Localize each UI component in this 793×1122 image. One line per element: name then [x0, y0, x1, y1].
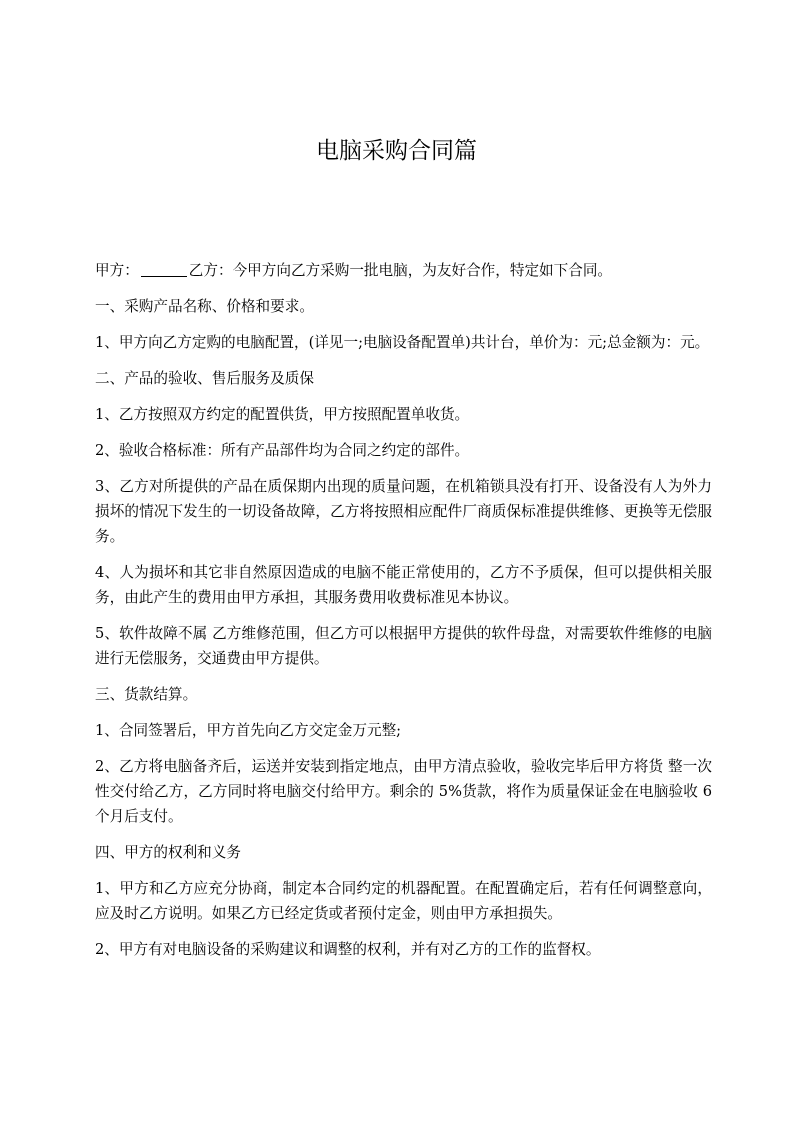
paragraph: 1、乙方按照双方约定的配置供货，甲方按照配置单收货。 [95, 406, 470, 423]
paragraph: 2、乙方将电脑备齐后，运送并安装到指定地点，由甲方清点验收，验收完毕后甲方将货 整一次性交付给乙方，乙方同时将电脑交付给甲方。剩余的 5%货款，将作为质量保证金在电脑验收 6 个月后支付。 [95, 758, 712, 825]
section-heading-3: 三、货款结算。 [95, 686, 198, 703]
party-a-label: 甲方： [95, 262, 139, 279]
paragraph-parties [95, 258, 712, 283]
party-a-blank-line [141, 262, 187, 277]
section-heading-1: 一、采购产品名称、价格和要求。 [95, 298, 314, 315]
paragraph: 2、甲方有对电脑设备的采购建议和调整的权利，并有对乙方的工作的监督权。 [95, 941, 601, 958]
paragraph: 4、人为损坏和其它非自然原因造成的电脑不能正常使用的，乙方不予质保，但可以提供相关服务，由此产生的费用由甲方承担，其服务费用收费标准见本协议。 [95, 564, 712, 606]
intro-text: 乙方：今甲方向乙方采购一批电脑，为友好合作，特定如下合同。 [188, 262, 613, 279]
paragraph: 1、合同签署后，甲方首先向乙方交定金万元整; [95, 722, 402, 739]
section-heading-4: 四、甲方的权利和义务 [95, 844, 241, 861]
document-body [95, 258, 712, 973]
paragraph: 1、甲方向乙方定购的电脑配置，(详见一;电脑设备配置单)共计台，单价为：元;总金额为：元。 [95, 334, 710, 351]
document-title: 电脑采购合同篇 [316, 138, 477, 164]
paragraph: 3、乙方对所提供的产品在质保期内出现的质量问题，在机箱锁具没有打开、设备没有人为外力损坏的情况下发生的一切设备故障，乙方将按照相应配件厂商质保标准提供维修、更换等无偿服务。 [95, 478, 712, 545]
paragraph: 1、甲方和乙方应充分协商，制定本合同约定的机器配置。在配置确定后，若有任何调整意向，应及时乙方说明。如果乙方已经定货或者预付定金，则由甲方承担损失。 [95, 880, 712, 922]
paragraph: 2、验收合格标准：所有产品部件均为合同之约定的部件。 [95, 442, 470, 459]
paragraph: 5、软件故障不属 乙方维修范围，但乙方可以根据甲方提供的软件母盘，对需要软件维修的电脑进行无偿服务，交通费由甲方提供。 [95, 625, 712, 667]
section-heading-2: 二、产品的验收、售后服务及质保 [95, 370, 314, 387]
